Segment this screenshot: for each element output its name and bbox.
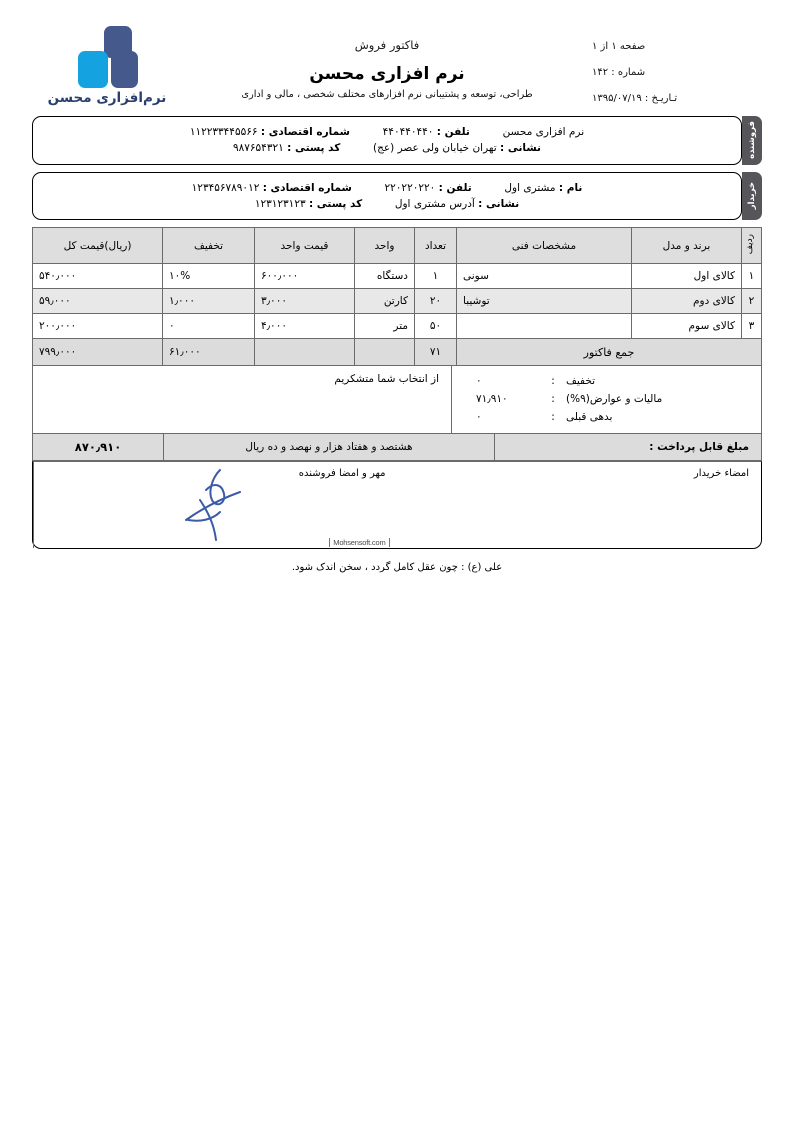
summary-discount-label: تخفیف <box>566 375 596 388</box>
summary-discount-value: ۰ <box>476 375 482 388</box>
col-header-discount: تخفیف <box>163 228 255 264</box>
summary-debt-label: بدهی قبلی <box>566 411 613 424</box>
col-header-unit-price: قیمت واحد <box>255 228 355 264</box>
totals-qty: ۷۱ <box>415 339 457 366</box>
cell-spec: سونی <box>457 264 632 289</box>
seller-tab-label: فروشنده <box>747 121 757 160</box>
table-row <box>33 314 762 339</box>
seller-signature-cell <box>33 462 398 548</box>
page-info: صفحه ۱ از ۱ <box>592 41 646 52</box>
seller-econ-label: شماره اقتصادی : <box>260 126 350 138</box>
cell-total: ۲۰۰٫۰۰۰ <box>33 314 163 339</box>
payable-row <box>32 434 762 461</box>
table-row <box>33 264 762 289</box>
company-logo <box>32 22 182 106</box>
col-header-total: (ریال)قیمت کل <box>33 228 163 264</box>
buyer-signature-cell <box>398 462 762 548</box>
col-header-spec: مشخصات فنی <box>457 228 632 264</box>
cell-qty: ۵۰ <box>415 314 457 339</box>
document-kind: فاكتور فروش <box>354 38 420 52</box>
summary-tax-colon: : <box>551 393 555 406</box>
header-center <box>182 22 592 100</box>
seller-signature-label: مهر و امضا فروشنده <box>298 468 386 480</box>
buyer-postal-value: ۱۲۳۱۲۳۱۲۳ <box>254 197 306 210</box>
seller-tab <box>742 116 762 165</box>
company-tagline: طراحی، توسعه و پشتیبانی نرم افزارهای مختلف شخصی ، مالی و اداری <box>241 89 533 100</box>
seller-phone-label: تلفن : <box>436 126 470 138</box>
company-name: نرم افزاری محسن <box>309 64 465 84</box>
cell-discount: ۰ <box>163 314 255 339</box>
logo-caption: نرم‌افزاری محسن <box>47 90 167 106</box>
payable-words: هشتصد و هفتاد هزار و نهصد و ده ریال <box>164 434 495 460</box>
summary-line-tax <box>462 390 751 408</box>
cell-brand: کالای دوم <box>632 289 742 314</box>
invoice-header <box>32 22 762 114</box>
cell-unit-price: ۴٫۰۰۰ <box>255 314 355 339</box>
col-header-unit: واحد <box>355 228 415 264</box>
items-table-head <box>33 228 762 264</box>
seller-name: نرم افزاری محسن <box>502 126 585 138</box>
summary-debt-colon: : <box>551 411 555 424</box>
watermark-label: Mohsensoft.com <box>329 538 389 547</box>
summary-tax-label: مالیات و عوارض(۹%) <box>566 393 663 406</box>
invoice-date: تـاریـخ : ۱۳۹۵/۰۷/۱۹ <box>592 93 678 104</box>
totals-unit <box>355 339 415 366</box>
items-table-body <box>33 264 762 366</box>
totals-label: جمع فاكتور <box>457 339 762 366</box>
signature-mark-icon <box>156 464 276 544</box>
cell-spec: توشیبا <box>457 289 632 314</box>
totals-discount: ۶۱٫۰۰۰ <box>163 339 255 366</box>
buyer-econ-label: شماره اقتصادی : <box>262 181 352 194</box>
buyer-address-value: آدرس مشتری اول <box>394 197 475 210</box>
buyer-signature-label: امضاء خریدار <box>693 468 749 480</box>
seller-line-2 <box>47 140 727 156</box>
cell-unit: دستگاه <box>355 264 415 289</box>
table-row <box>33 289 762 314</box>
seller-section <box>32 116 762 165</box>
cell-index: ۲ <box>742 289 762 314</box>
payable-label: مبلغ قابل پرداخت : <box>649 441 749 454</box>
summary-discount-colon: : <box>551 375 555 388</box>
cell-unit: متر <box>355 314 415 339</box>
summary-line-previous-debt <box>462 408 751 426</box>
cell-brand: کالای سوم <box>632 314 742 339</box>
payable-amount: ۸۷۰٫۹۱۰ <box>33 434 164 460</box>
buyer-postal-label: کد پستی : <box>308 197 363 210</box>
buyer-box <box>32 172 742 221</box>
cell-index: ۱ <box>742 264 762 289</box>
seller-phone-value: ۴۴۰۴۴۰۴۴۰ <box>382 126 434 138</box>
cell-total: ۵۴۰٫۰۰۰ <box>33 264 163 289</box>
cell-brand: کالای اول <box>632 264 742 289</box>
cell-unit-price: ۶۰۰٫۰۰۰ <box>255 264 355 289</box>
seller-postal-value: ۹۸۷۶۵۴۳۲۱ <box>232 142 284 155</box>
col-header-index: ردیف <box>742 228 762 264</box>
cell-index: ۳ <box>742 314 762 339</box>
buyer-line-2 <box>47 196 727 212</box>
summary-debt-value: ۰ <box>476 411 482 424</box>
cell-qty: ۱ <box>415 264 457 289</box>
seller-address-label: نشانی : <box>500 142 541 155</box>
summary-amounts <box>451 366 761 433</box>
col-header-qty: تعداد <box>415 228 457 264</box>
cell-qty: ۲۰ <box>415 289 457 314</box>
buyer-name-value: مشتری اول <box>504 181 556 194</box>
totals-unit-price <box>255 339 355 366</box>
buyer-phone-label: تلفن : <box>438 181 472 194</box>
buyer-tab <box>742 172 762 221</box>
buyer-phone-value: ۲۲۰۲۲۰۲۲۰ <box>384 181 436 194</box>
header-meta <box>592 22 762 120</box>
seller-postal-label: کد پستی : <box>287 142 341 155</box>
logo-square-accent <box>78 51 108 88</box>
buyer-address-label: نشانی : <box>478 197 520 210</box>
summary-line-discount <box>462 372 751 390</box>
cell-unit-price: ۳٫۰۰۰ <box>255 289 355 314</box>
summary-section <box>32 366 762 434</box>
totals-total: ۷۹۹٫۰۰۰ <box>33 339 163 366</box>
seller-address-value: تهران خیابان ولی عصر (عج) <box>373 142 497 155</box>
invoice-number: شماره : ۱۴۲ <box>592 67 646 78</box>
cell-spec <box>457 314 632 339</box>
logo-blocks-icon <box>76 26 138 88</box>
logo-square-right <box>111 51 138 88</box>
buyer-econ-value: ۱۲۳۴۵۶۷۸۹۰۱۲ <box>191 181 260 194</box>
cell-total: ۵۹٫۰۰۰ <box>33 289 163 314</box>
signature-section <box>32 461 762 549</box>
buyer-section <box>32 172 762 221</box>
cell-unit: کارتن <box>355 289 415 314</box>
col-header-brand: برند و مدل <box>632 228 742 264</box>
buyer-line-1 <box>47 180 727 196</box>
buyer-tab-label: خریدار <box>747 182 757 210</box>
totals-row <box>33 339 762 366</box>
footer-quote: علی (ع) : چون عقل کامل گردد ، سخن اندک شود. <box>291 562 503 574</box>
summary-tax-value: ۷۱٫۹۱۰ <box>476 393 508 406</box>
cell-discount: ۱۰% <box>163 264 255 289</box>
seller-econ-value: ۱۱۲۲۳۳۴۴۵۵۶۶ <box>189 126 258 138</box>
items-header-row <box>33 228 762 264</box>
seller-box <box>32 116 742 165</box>
buyer-name-label: نام : <box>558 181 583 194</box>
thanks-note: از انتخاب شما متشکریم <box>334 373 439 386</box>
cell-discount: ۱٫۰۰۰ <box>163 289 255 314</box>
seller-line-1 <box>47 124 727 140</box>
items-table <box>32 227 762 366</box>
